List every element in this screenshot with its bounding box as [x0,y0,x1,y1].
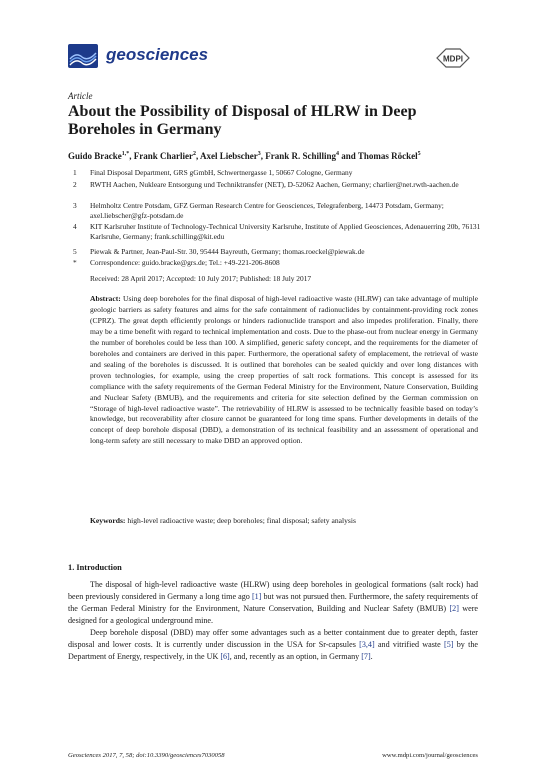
paragraph-text: , and, recently as an option, in Germany [229,652,362,661]
citation-link[interactable]: [2] [449,604,459,613]
journal-name[interactable]: geosciences [106,45,209,64]
author-name: Guido Bracke [68,151,122,161]
affiliation-number: 1 [73,168,77,177]
footer-url[interactable]: www.mdpi.com/journal/geosciences [382,752,478,759]
author-separator: , [196,151,201,161]
keywords [90,516,478,525]
affiliation-text: Piewak & Partner, Jean-Paul-Str. 30, 95444 Bayreuth, Germany; thomas.roeckel@piewak.de [90,247,365,256]
author-list [68,151,488,161]
affiliation-number: 4 [73,222,77,231]
paragraph-text: and vitrified waste [374,640,444,649]
author-affiliation-marker: 3 [257,151,261,157]
affiliation-text: KIT Karlsruher Institute of Technology-Technical University Karlsruhe, Institute of Applied Geosciences, Adenauerring 20b, 76131 Karlsruhe, Germany; frank.schilling@kit.edu [90,222,481,241]
author-affiliation-marker: 1,* [121,151,130,157]
author-name: Thomas Röckel [357,151,418,161]
author-name: Frank Charlier [133,151,194,161]
section-title: 1. Introduction [68,563,122,572]
paragraph-text: . [370,652,373,661]
author-affiliation-marker: 2 [193,151,197,157]
journal-logo-icon [68,44,98,68]
article-title: About the Possibility of Disposal of HLRW in Deep Boreholes in Germany [68,103,417,138]
affiliation-text: Helmholtz Centre Potsdam, GFZ German Research Centre for Geosciences, Telegrafenberg, 14473 Potsdam, Germany; axel.liebscher@gfz-potsdam.de [90,201,444,220]
citation-link[interactable]: [5] [444,640,454,649]
paragraph [68,627,478,663]
author-affiliation-marker: 4 [336,151,340,157]
abstract-label: Abstract: [90,294,121,303]
paragraph-text: by the Department of Energy, respectively, in the UK [68,640,478,661]
affiliation-text: Correspondence: guido.bracke@grs.de; Tel.: +49-221-206-8608 [90,258,280,267]
publisher-logo[interactable] [436,48,470,68]
footer-citation: Geosciences 2017, 7, 58; doi:10.3390/geosciences7030058 [68,752,225,759]
abstract [90,294,478,447]
author-affiliation-marker: 5 [417,151,421,157]
affiliation-number: * [73,258,77,267]
citation-link[interactable]: [3,4] [359,640,375,649]
citation-link[interactable]: [1] [251,592,262,601]
affiliation-text: RWTH Aachen, Nukleare Entsorgung und Techniktransfer (NET), D-52062 Aachen, Germany; charlier@net.rwth-aachen.de [90,180,459,189]
paragraph-text: Deep borehole disposal (DBD) may offer some advantages such as a better containment due to greater depth, faster disposal and lower costs. It is currently under discussion in the USA for Sr-capsules [68,628,478,649]
citation-link[interactable]: [6] [220,652,230,661]
abstract-text: Using deep boreholes for the final disposal of high-level radioactive waste (HLRW) can take advantage of multiple geologic barriers as safety features and aims for the safe containment of radionuclides by containment-providing rock zones (CPRZ). The great depth efficiently prolongs or hinders radionuclide transport and also impedes proliferation. Finally, there may be a time benefit with regard to technical implementation and costs. Due to the phase-out from nuclear energy in Germany the number of boreholes could be less than 100. A simplified, generic safety concept, and the requirements for the diameter of boreholes and containers are derived in this paper. Furthermore, the operational safety of emplacement, the retrieval of waste and sealing of the boreholes is discussed. It is outlined that boreholes can be sealed quickly and over long distances with proven technologies, for example, using the creep properties of salt rock formations. This concept is assessed for its compliance with the safety requirements of the German Federal Ministry for the Environment, Nature Conservation, Building and Nuclear Safety (BMUB), and the requirements and criteria for site selection defined by the German commission on “Storage of high-level radioactive waste”. The retrievability of HLRW is assessed to be technically feasible based on today’s knowledge, but recoverability after closure cannot be guaranteed for long time spans. Further developments in details of the concept of deep borehole disposal (DBD), a demonstration of its technical feasibility and an assessment of operational and long-term safety are still necessary to make DBD an approved option. [90,294,478,446]
section-body [68,579,478,663]
paragraph-text: were designed for a geological underground mine. [68,604,478,625]
publisher-logo-text: MDPI [443,54,463,64]
affiliation-text: Final Disposal Department, GRS gGmbH, Schwertnergasse 1, 50667 Cologne, Germany [90,168,353,177]
affiliation-number: 3 [73,201,77,210]
paragraph-text: The disposal of high-level radioactive waste (HLRW) using deep boreholes in geological formations (salt rock) had been previously considered in Germany a long time ago [68,580,478,601]
keywords-text: high-level radioactive waste; deep boreholes; final disposal; safety analysis [127,516,356,525]
author-separator: , [129,151,134,161]
keywords-label: Keywords: [90,516,126,525]
affiliation-number: 5 [73,247,77,256]
author-separator: and [339,151,358,161]
affiliation-number: 2 [73,180,77,189]
paragraph [68,579,478,627]
paragraph-text: but was not pursued then. Furthermore, the safety requirements of the German Federal Ministry for the Environment, Nature Conservation, Building and Nuclear Safety (BMUB) [68,592,478,613]
author-name: Frank R. Schilling [265,151,337,161]
article-type: Article [68,91,93,101]
citation-link[interactable]: [7] [361,652,371,661]
author-separator: , [260,151,266,161]
author-name: Axel Liebscher [200,151,258,161]
publication-dates: Received: 28 April 2017; Accepted: 10 July 2017; Published: 18 July 2017 [90,274,312,283]
